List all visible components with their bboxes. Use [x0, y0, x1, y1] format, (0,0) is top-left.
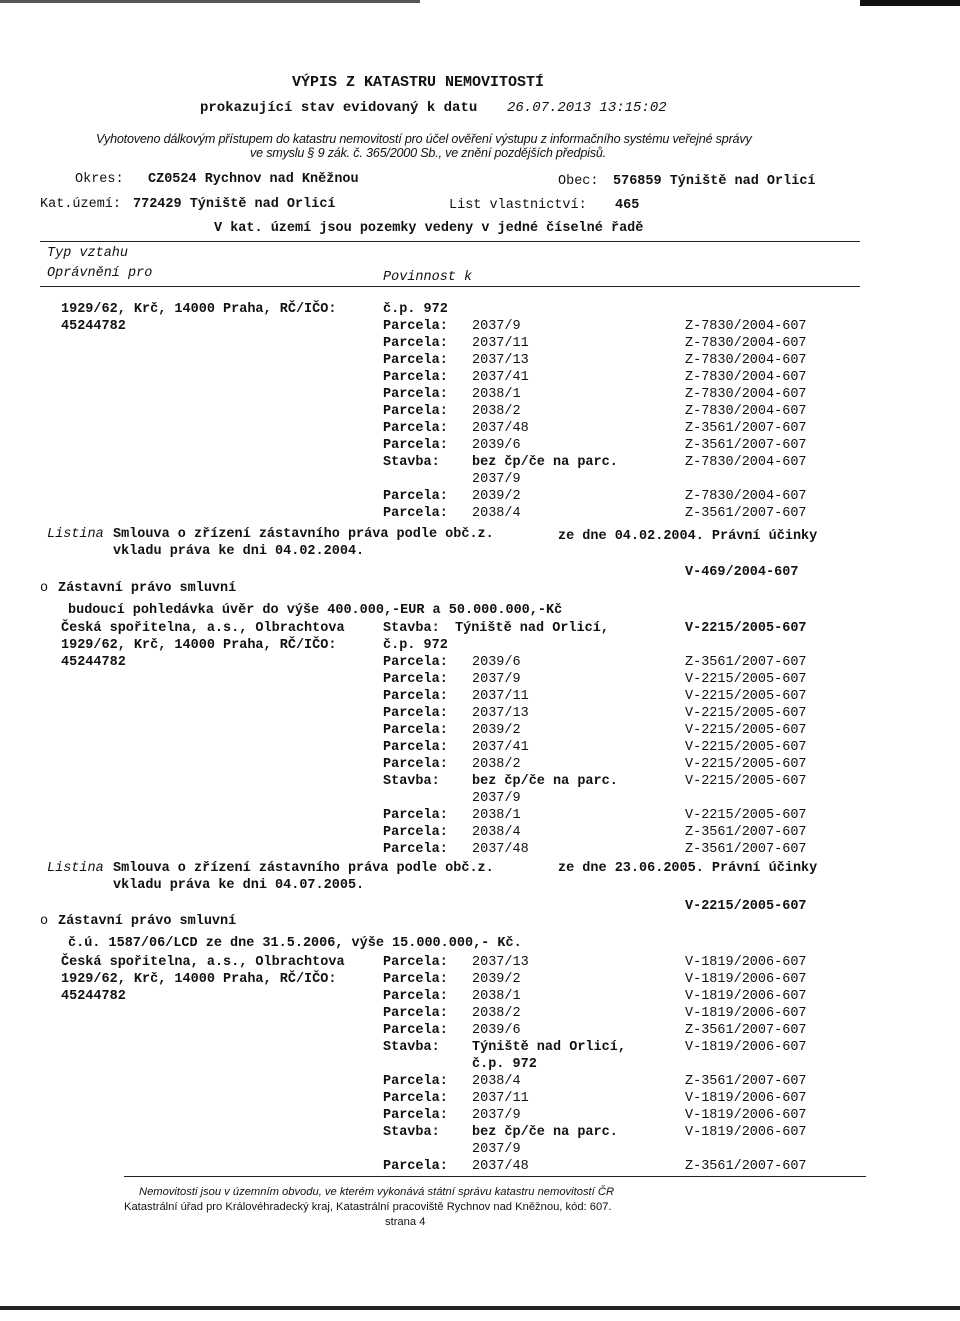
- row-key: Stavba:: [383, 455, 440, 470]
- row-key: Parcela:: [383, 706, 448, 721]
- row-ref: V-2215/2005-607: [685, 706, 807, 721]
- row-ref: V-1819/2006-607: [685, 1006, 807, 1021]
- row-value: 2038/1: [472, 387, 521, 402]
- row-value: 2038/2: [472, 1006, 521, 1021]
- row-value: 2037/11: [472, 1091, 529, 1106]
- row-value: 2037/9: [472, 791, 521, 806]
- row-key: Parcela:: [383, 421, 448, 436]
- row-value: 2037/13: [472, 353, 529, 368]
- s1-listina-line2: vkladu práva ke dni 04.02.2004.: [113, 544, 365, 559]
- s2-cp: č.p. 972: [383, 638, 448, 653]
- row-value: 2039/6: [472, 655, 521, 670]
- row-ref: V-1819/2006-607: [685, 1108, 807, 1123]
- row-key: Parcela:: [383, 1091, 448, 1106]
- row-key: Parcela:: [383, 489, 448, 504]
- s3-left-line-3: 45244782: [61, 989, 126, 1004]
- col-typ-vztahu: Typ vztahu: [47, 246, 129, 261]
- obec-label: Obec:: [558, 174, 599, 189]
- row-key: Parcela:: [383, 689, 448, 704]
- s1-listina-date: ze dne 04.02.2004. Právní účinky: [558, 529, 818, 544]
- s2-listina-label: Listina: [47, 861, 104, 876]
- row-ref: Z-3561/2007-607: [685, 655, 807, 670]
- s3-left-line-1: Česká spořitelna, a.s., Olbrachtova: [61, 955, 345, 970]
- row-key: Parcela:: [383, 1159, 448, 1174]
- header-rule-bottom: [40, 286, 860, 287]
- row-value: 2037/13: [472, 706, 529, 721]
- okres-value: CZ0524 Rychnov nad Kněžnou: [148, 172, 359, 187]
- row-value: 2039/2: [472, 723, 521, 738]
- row-value: 2039/6: [472, 438, 521, 453]
- row-value: 2039/2: [472, 489, 521, 504]
- s2-desc: budoucí pohledávka úvěr do výše 400.000,-EUR a 50.000.000,-Kč: [68, 603, 563, 618]
- row-key: Parcela:: [383, 370, 448, 385]
- s3-desc: č.ú. 1587/06/LCD ze dne 31.5.2006, výše 15.000.000,- Kč.: [68, 936, 522, 951]
- s2-listina-ref: V-2215/2005-607: [685, 899, 807, 914]
- row-key: Parcela:: [383, 438, 448, 453]
- row-ref: V-2215/2005-607: [685, 740, 807, 755]
- s2-title: Zástavní právo smluvní: [58, 581, 237, 596]
- row-value: 2037/41: [472, 740, 529, 755]
- row-key: Parcela:: [383, 740, 448, 755]
- row-value: bez čp/če na parc.: [472, 1125, 618, 1140]
- note-line-2: ve smyslu § 9 zák. č. 365/2000 Sb., ve znění pozdějších předpisů.: [250, 146, 606, 160]
- row-key: Parcela:: [383, 989, 448, 1004]
- row-key: Parcela:: [383, 972, 448, 987]
- row-value: 2037/9: [472, 672, 521, 687]
- row-value: 2038/1: [472, 808, 521, 823]
- okres-label: Okres:: [75, 172, 124, 187]
- scan-edge-top-right: [860, 0, 960, 6]
- row-ref: Z-7830/2004-607: [685, 370, 807, 385]
- footer-rule: [124, 1176, 866, 1177]
- row-key: Parcela:: [383, 506, 448, 521]
- row-ref: Z-7830/2004-607: [685, 319, 807, 334]
- row-ref: Z-3561/2007-607: [685, 1023, 807, 1038]
- row-key: Parcela:: [383, 723, 448, 738]
- s1-left-line-1: 1929/62, Krč, 14000 Praha, RČ/IČO:: [61, 302, 337, 317]
- s2-left-line-2: 1929/62, Krč, 14000 Praha, RČ/IČO:: [61, 638, 337, 653]
- katuzemi-label: Kat.území:: [40, 197, 122, 212]
- row-key: Parcela:: [383, 1074, 448, 1089]
- row-key: Parcela:: [383, 757, 448, 772]
- row-value: 2037/9: [472, 472, 521, 487]
- row-ref: Z-3561/2007-607: [685, 1074, 807, 1089]
- s1-listina-ref: V-469/2004-607: [685, 565, 799, 580]
- row-key: Parcela:: [383, 655, 448, 670]
- row-ref: Z-7830/2004-607: [685, 387, 807, 402]
- note-line-1: Vyhotoveno dálkovým přístupem do katastru nemovitostí pro účel ověření výstupu z informačního systému veřejné správy: [96, 132, 752, 146]
- row-value: 2037/9: [472, 1142, 521, 1157]
- s1-listina-label: Listina: [47, 527, 104, 542]
- row-ref: V-1819/2006-607: [685, 1040, 807, 1055]
- row-ref: V-1819/2006-607: [685, 1091, 807, 1106]
- row-key: Parcela:: [383, 1108, 448, 1123]
- s2-stavba-key: Stavba:: [383, 621, 440, 636]
- row-key: Parcela:: [383, 842, 448, 857]
- row-value: 2038/4: [472, 825, 521, 840]
- s1-left-line-2: 45244782: [61, 319, 126, 334]
- header-rule-top: [40, 241, 860, 242]
- page-title: VÝPIS Z KATASTRU NEMOVITOSTÍ: [292, 74, 545, 91]
- row-ref: Z-7830/2004-607: [685, 336, 807, 351]
- s3-title: Zástavní právo smluvní: [58, 914, 237, 929]
- s2-listina-line2: vkladu práva ke dni 04.07.2005.: [113, 878, 365, 893]
- row-value: 2037/11: [472, 689, 529, 704]
- row-value: 2037/48: [472, 421, 529, 436]
- row-value: 2037/11: [472, 336, 529, 351]
- s2-stavba-value: Týniště nad Orlicí,: [455, 621, 609, 636]
- row-value: 2037/48: [472, 1159, 529, 1174]
- scan-edge-top-left: [0, 0, 420, 3]
- subtitle-prefix: prokazující stav evidovaný k datu: [200, 100, 478, 116]
- s1-cp: č.p. 972: [383, 302, 448, 317]
- row-key: Stavba:: [383, 774, 440, 789]
- s2-listina-date: ze dne 23.06.2005. Právní účinky: [558, 861, 818, 876]
- lv-label: List vlastnictví:: [449, 198, 587, 213]
- row-ref: V-2215/2005-607: [685, 757, 807, 772]
- row-value: 2039/6: [472, 1023, 521, 1038]
- row-value: 2038/1: [472, 989, 521, 1004]
- row-key: Parcela:: [383, 319, 448, 334]
- row-ref: V-1819/2006-607: [685, 1125, 807, 1140]
- row-value: č.p. 972: [472, 1057, 537, 1072]
- row-value: 2037/41: [472, 370, 529, 385]
- footer-line-2: Katastrální úřad pro Královéhradecký kraj, Katastrální pracoviště Rychnov nad Kněžnou, kód: 607.: [124, 1201, 612, 1213]
- row-key: Stavba:: [383, 1125, 440, 1140]
- col-povinnost-k: Povinnost k: [383, 270, 473, 285]
- row-ref: Z-7830/2004-607: [685, 489, 807, 504]
- row-key: Parcela:: [383, 1023, 448, 1038]
- subtitle-date: 26.07.2013 13:15:02: [507, 100, 667, 116]
- numbering-note: V kat. území jsou pozemky vedeny v jedné číselné řadě: [214, 221, 644, 236]
- row-value: bez čp/če na parc.: [472, 455, 618, 470]
- row-ref: V-2215/2005-607: [685, 808, 807, 823]
- page-number: strana 4: [385, 1216, 426, 1228]
- row-ref: Z-3561/2007-607: [685, 421, 807, 436]
- row-ref: Z-7830/2004-607: [685, 353, 807, 368]
- row-key: Parcela:: [383, 387, 448, 402]
- lv-value: 465: [615, 198, 640, 213]
- s2-left-line-1: Česká spořitelna, a.s., Olbrachtova: [61, 621, 345, 636]
- row-ref: Z-3561/2007-607: [685, 1159, 807, 1174]
- row-key: Parcela:: [383, 955, 448, 970]
- row-ref: Z-7830/2004-607: [685, 404, 807, 419]
- row-value: 2037/9: [472, 319, 521, 334]
- row-key: Parcela:: [383, 808, 448, 823]
- s3-bullet: o: [40, 914, 49, 929]
- s2-listina-text: Smlouva o zřízení zástavního práva podle obč.z.: [113, 861, 494, 876]
- col-opravneni-pro: Oprávnění pro: [47, 266, 153, 281]
- row-value: 2038/4: [472, 1074, 521, 1089]
- s2-stavba-ref: V-2215/2005-607: [685, 621, 807, 636]
- row-value: Týniště nad Orlicí,: [472, 1040, 626, 1055]
- row-ref: Z-3561/2007-607: [685, 825, 807, 840]
- row-value: bez čp/če na parc.: [472, 774, 618, 789]
- katuzemi-value: 772429 Týniště nad Orlicí: [133, 197, 336, 212]
- row-ref: Z-7830/2004-607: [685, 455, 807, 470]
- obec-value: 576859 Týniště nad Orlicí: [613, 174, 816, 189]
- s1-listina-text: Smlouva o zřízení zástavního práva podle obč.z.: [113, 527, 494, 542]
- row-ref: Z-3561/2007-607: [685, 842, 807, 857]
- s2-bullet: o: [40, 581, 49, 596]
- row-value: 2037/13: [472, 955, 529, 970]
- row-key: Stavba:: [383, 1040, 440, 1055]
- row-ref: V-1819/2006-607: [685, 989, 807, 1004]
- row-ref: V-2215/2005-607: [685, 723, 807, 738]
- scan-edge-bottom: [0, 1306, 960, 1310]
- row-ref: V-2215/2005-607: [685, 774, 807, 789]
- row-value: 2038/4: [472, 506, 521, 521]
- row-ref: V-1819/2006-607: [685, 972, 807, 987]
- row-key: Parcela:: [383, 336, 448, 351]
- row-key: Parcela:: [383, 1006, 448, 1021]
- row-value: 2038/2: [472, 757, 521, 772]
- s2-left-line-3: 45244782: [61, 655, 126, 670]
- row-key: Parcela:: [383, 404, 448, 419]
- row-ref: Z-3561/2007-607: [685, 506, 807, 521]
- footer-line-1: Nemovitosti jsou v územním obvodu, ve kterém vykonává státní správu katastru nemovitostí ČR: [139, 1186, 615, 1198]
- row-ref: Z-3561/2007-607: [685, 438, 807, 453]
- row-ref: V-2215/2005-607: [685, 689, 807, 704]
- row-value: 2037/9: [472, 1108, 521, 1123]
- row-value: 2038/2: [472, 404, 521, 419]
- row-key: Parcela:: [383, 353, 448, 368]
- s3-left-line-2: 1929/62, Krč, 14000 Praha, RČ/IČO:: [61, 972, 337, 987]
- row-key: Parcela:: [383, 825, 448, 840]
- row-ref: V-1819/2006-607: [685, 955, 807, 970]
- row-key: Parcela:: [383, 672, 448, 687]
- row-value: 2039/2: [472, 972, 521, 987]
- row-ref: V-2215/2005-607: [685, 672, 807, 687]
- row-value: 2037/48: [472, 842, 529, 857]
